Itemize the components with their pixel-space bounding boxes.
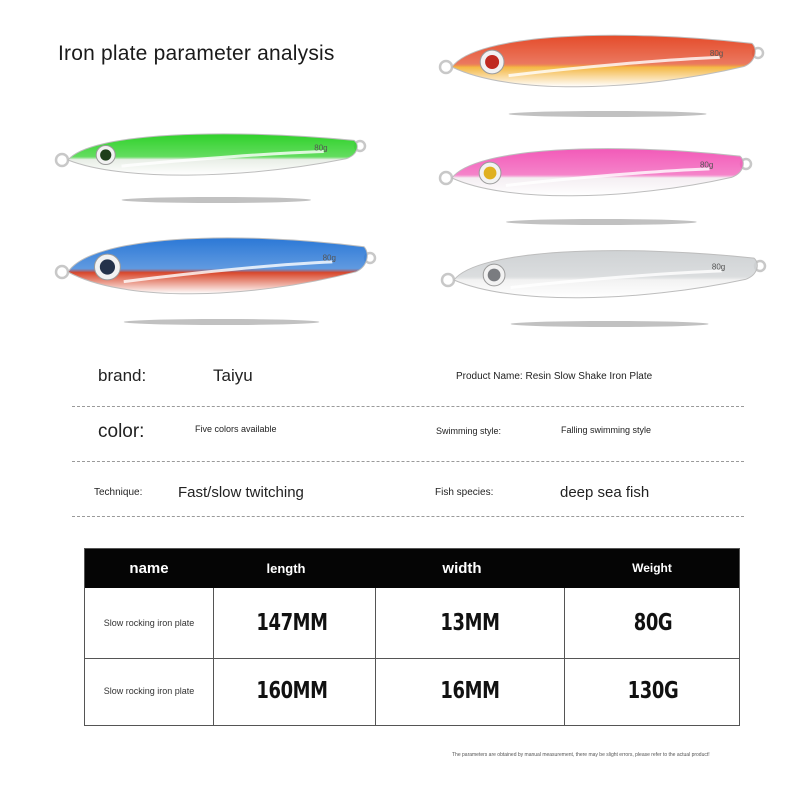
silver-lure-weight-mark: 80g (711, 262, 726, 272)
blue-red-lure-weight-mark: 80g (322, 253, 336, 263)
orange-lure-weight-mark: 80g (709, 49, 724, 58)
silver-lure-drawing (438, 244, 768, 334)
blue-red-lure-eye (100, 259, 115, 274)
table-cell-width: 16MM (440, 678, 500, 704)
table-cell-length: 160MM (256, 678, 328, 704)
swimming-style-label: Swimming style: (436, 426, 502, 436)
silver-lure-image (438, 244, 768, 334)
product-name: Product Name: Resin Slow Shake Iron Plate (456, 371, 653, 382)
green-lure-drawing (52, 128, 368, 210)
technique-value: Fast/slow twitching (178, 484, 304, 501)
measurement-footnote: The parameters are obtained by manual measurement, there may be slight errors, please refer to the actual product! (452, 752, 710, 758)
spec-row-color (72, 405, 744, 462)
color-value: Five colors available (195, 424, 277, 434)
spec-row-technique (72, 460, 744, 517)
brand-value: Taiyu (213, 366, 253, 385)
fish-species-label: Fish species: (435, 487, 494, 498)
header-length: length (266, 561, 306, 576)
fish-species-value: deep sea fish (560, 484, 650, 501)
orange-lure-image (436, 28, 766, 124)
blue-red-lure-drawing (52, 230, 378, 332)
table-header (85, 549, 739, 588)
pink-lure-drawing (436, 142, 754, 232)
swimming-style-value: Falling swimming style (561, 425, 652, 435)
pink-lure-eye (484, 167, 497, 180)
table-cell-width: 13MM (440, 610, 500, 636)
table-row (85, 657, 739, 726)
blue-red-lure-image (52, 230, 378, 332)
pink-lure-image (436, 142, 754, 232)
header-weight: Weight (632, 561, 672, 575)
header-name: name (129, 560, 169, 577)
brand-label: brand: (98, 366, 147, 385)
pink-lure-weight-mark: 80g (699, 160, 714, 170)
table-cell-weight: 130G (627, 678, 679, 704)
silver-lure-eye (488, 269, 501, 282)
orange-lure-eye (485, 55, 499, 69)
green-lure-image (52, 128, 368, 210)
pink-lure-shadow (506, 219, 697, 225)
green-lure-eye (100, 149, 111, 160)
table-cell-name: Slow rocking iron plate (103, 618, 195, 628)
table-cell-name: Slow rocking iron plate (103, 686, 195, 696)
table-cell-weight: 80G (633, 610, 673, 636)
orange-lure-drawing (436, 28, 766, 124)
table-row (85, 589, 739, 658)
green-lure-shadow (122, 197, 312, 203)
silver-lure-shadow (511, 321, 709, 327)
spec-row-brand (72, 350, 744, 407)
table-column-divider (375, 588, 376, 725)
orange-lure-shadow (509, 111, 707, 117)
table-cell-length: 147MM (256, 610, 328, 636)
page-title: Iron plate parameter analysis (58, 42, 335, 65)
color-label: color: (98, 421, 145, 442)
green-lure-weight-mark: 80g (314, 143, 328, 153)
blue-red-lure-shadow (124, 319, 320, 325)
table-column-divider (564, 588, 565, 725)
parameter-table (84, 548, 740, 726)
header-width: width (442, 560, 482, 577)
technique-label: Technique: (94, 487, 143, 498)
table-column-divider (213, 588, 214, 725)
